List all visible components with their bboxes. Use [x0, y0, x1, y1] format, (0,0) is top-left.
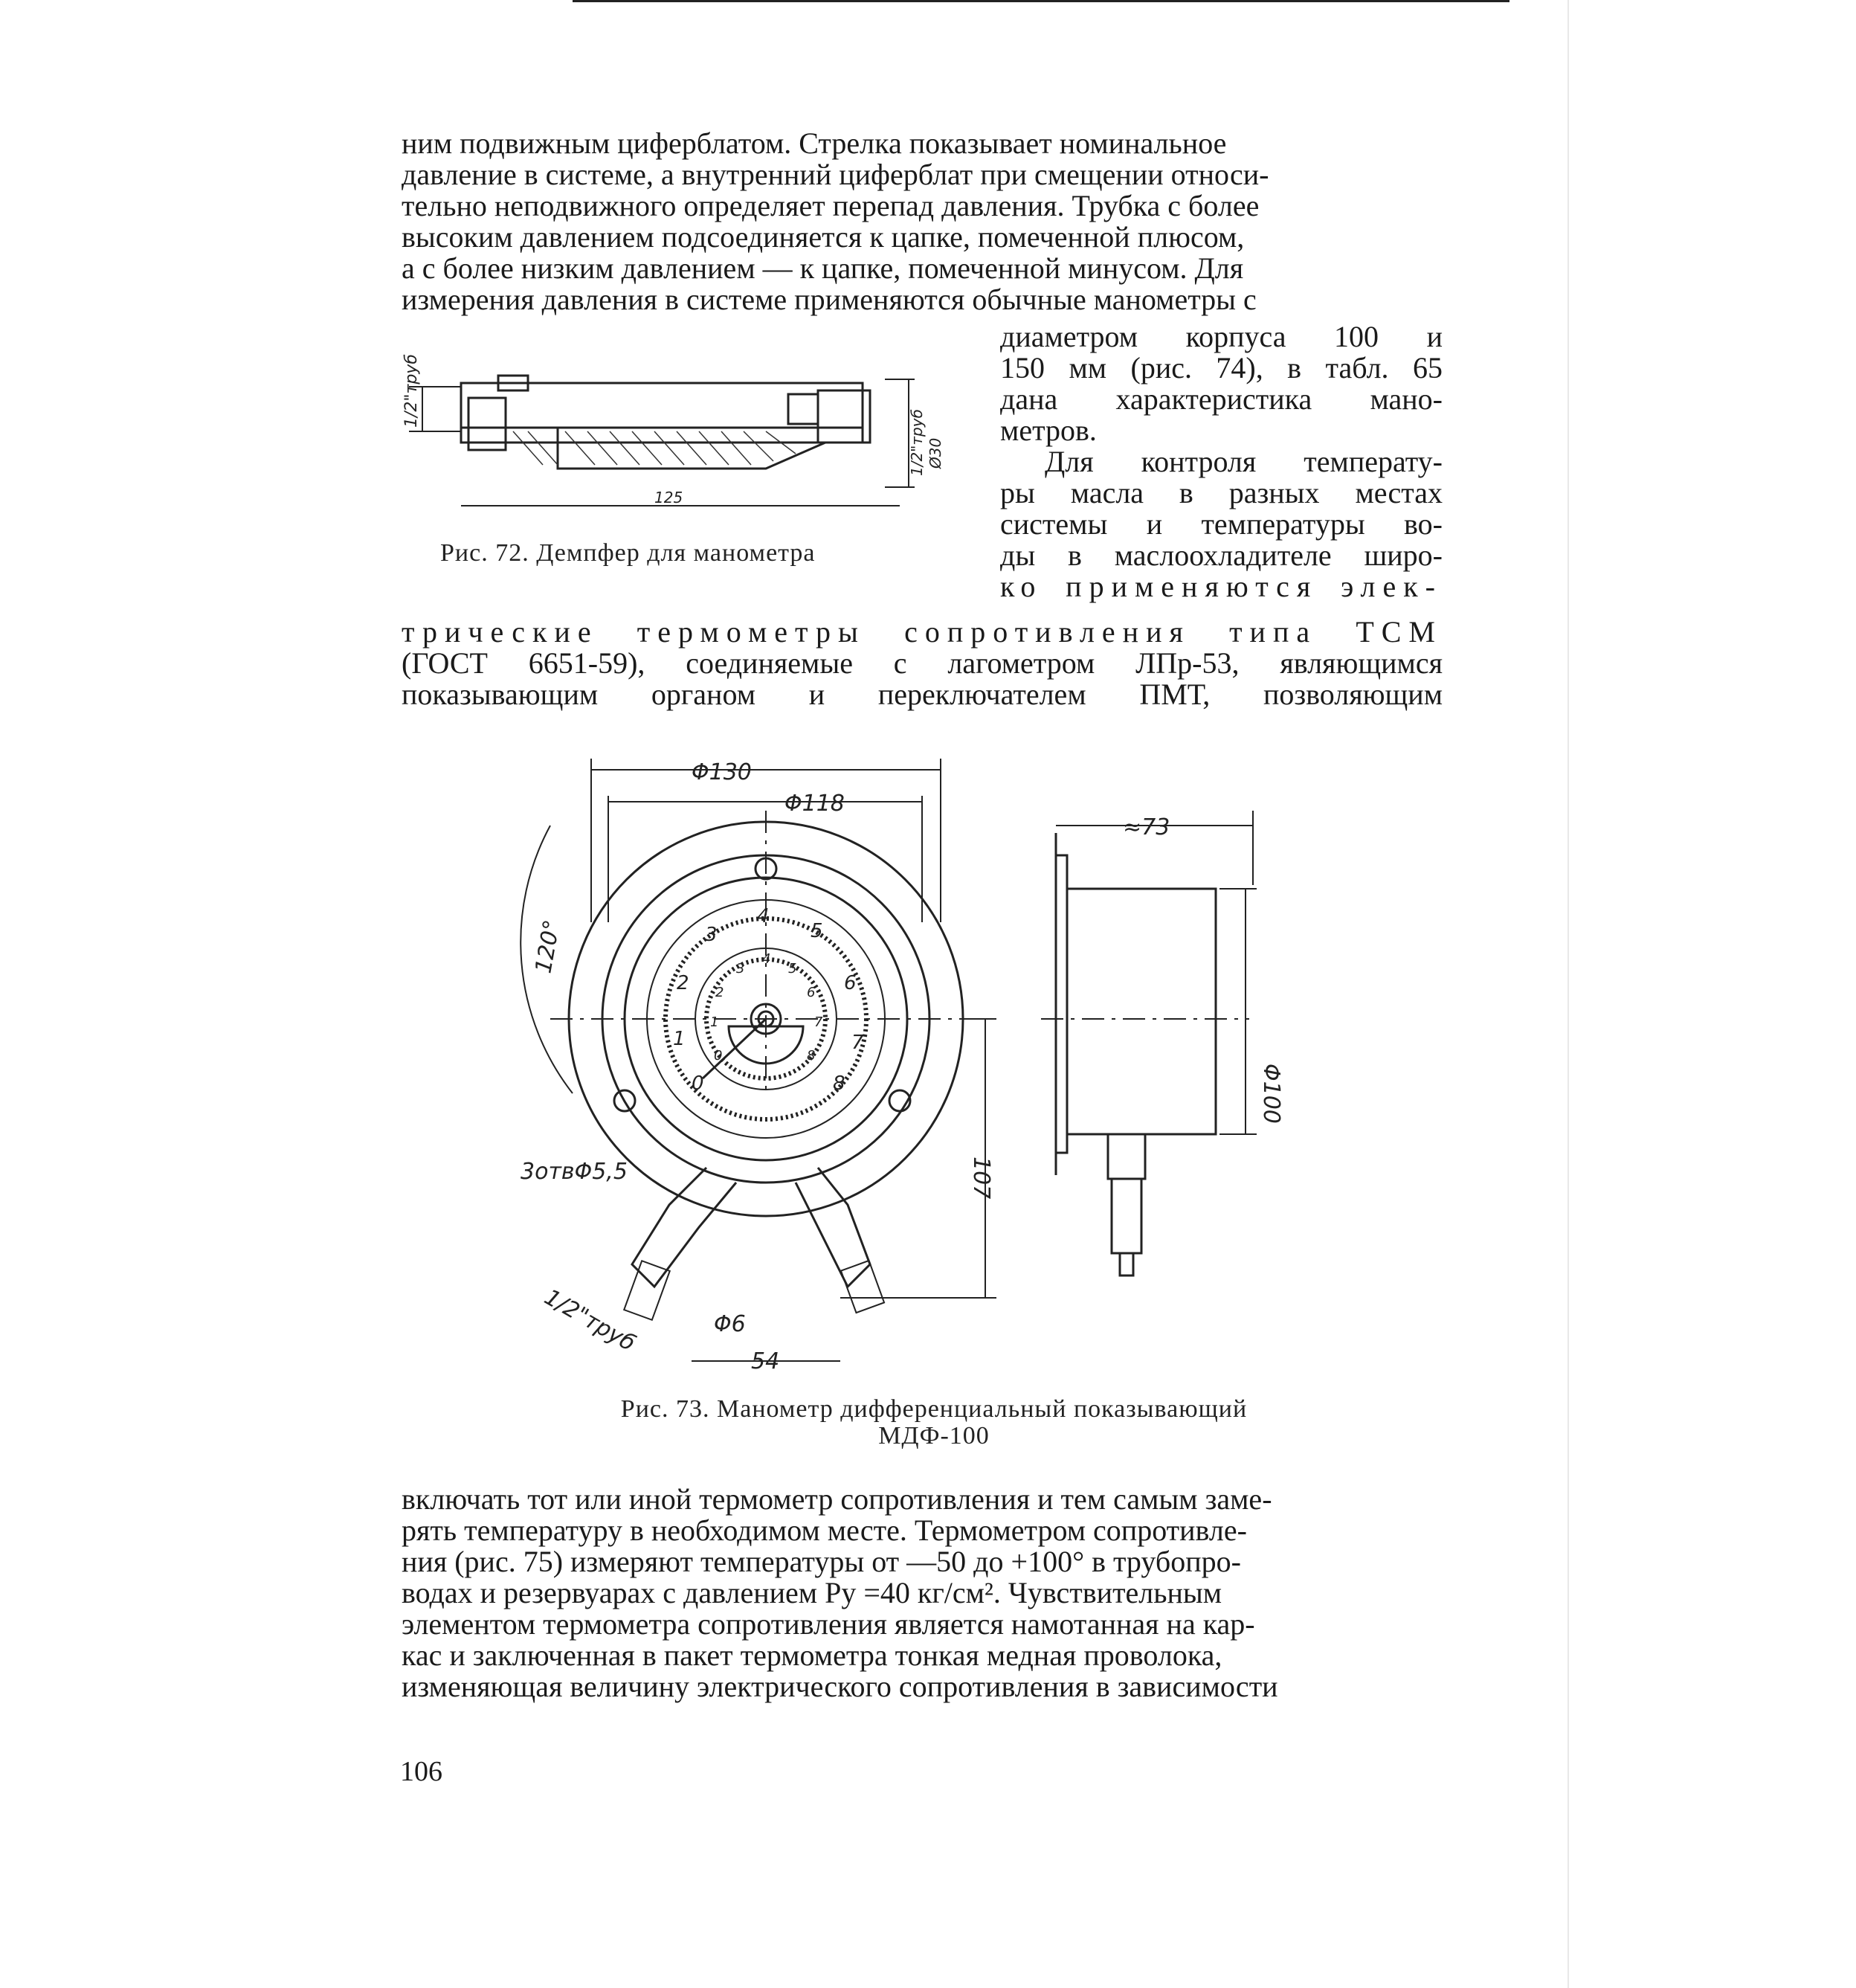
wrapped-text-column [1000, 321, 1443, 602]
dim-right-label-1: 1/2"труб [908, 409, 926, 476]
text-line: трические термометры сопротивления типа ТСМ [402, 615, 1443, 649]
scale-label: 7 [851, 1032, 864, 1054]
text-line: включать тот или иной термометр сопротивления и тем самым заме- [402, 1482, 1272, 1516]
scale-label: 3 [736, 961, 745, 977]
dim-left-label: 1/2"труб [402, 354, 421, 428]
dim-pipe-label: 1/2"труб [540, 1284, 640, 1357]
text-line: ним подвижным циферблатом. Стрелка показывает номинальное [402, 126, 1227, 160]
text-line: 150 мм (рис. 74), в табл. 65 [1000, 351, 1443, 385]
scale-label: 1 [710, 1014, 719, 1030]
text-line: ры масла в разных местах [1000, 476, 1443, 509]
top-rule [573, 0, 1509, 2]
text-line: давление в системе, а внутренний циферблат при смещении относи- [402, 158, 1269, 191]
text-line: метров. [1000, 414, 1097, 447]
text-line: кас и заключенная в пакет термометра тонкая медная проволока, [402, 1638, 1222, 1672]
figure-73-caption-line1: Рис. 73. Манометр дифференциальный показывающий [620, 1395, 1248, 1423]
scale-label: 6 [807, 985, 816, 1000]
paragraph-tail [402, 617, 1443, 710]
scale-label: 5 [788, 961, 797, 977]
scale-label: 3 [705, 924, 718, 946]
scale-label: 5 [811, 920, 823, 942]
dim-holes-label: 3отвΦ5,5 [521, 1159, 628, 1185]
text-line: системы и температуры во- [1000, 507, 1443, 541]
figure-72-damper-drawing [402, 354, 974, 521]
dim-54-label: 54 [751, 1348, 780, 1374]
dim-118-label: Φ118 [784, 791, 845, 817]
dim-120-label: 120° [530, 918, 566, 976]
dim-right-label-2: Ø30 [927, 437, 944, 469]
text-line: (ГОСТ 6651-59), соединяемые с лагометром ЛПр-53, являющимся [402, 646, 1443, 680]
text-line: дана характеристика мано- [1000, 382, 1443, 416]
scale-label: 4 [757, 905, 770, 927]
text-line: диаметром корпуса 100 и [1000, 320, 1443, 353]
dim-100-label: Φ100 [1258, 1064, 1284, 1124]
scale-label: 4 [762, 951, 771, 967]
text-line: ния (рис. 75) измеряют температуры от —50 до +100° в трубопро- [402, 1545, 1241, 1578]
figure-73-manometer-drawing [521, 751, 1353, 1383]
dim-107-label: 107 [968, 1157, 994, 1200]
paragraph-1 [402, 128, 1443, 315]
figure-72-caption: Рис. 72. Демпфер для манометра [440, 539, 816, 567]
text-line: а с более низким давлением — к цапке, помеченной минусом. Для [402, 251, 1244, 285]
page-edge-rule [1567, 0, 1569, 1988]
text-line: водах и резервуарах с давлением Pу =40 кг/см². Чувствительным [402, 1576, 1222, 1609]
figure-73-caption [540, 1396, 1328, 1450]
scale-label: 8 [807, 1048, 816, 1064]
text-line: тельно неподвижного определяет перепад давления. Трубка с более [402, 189, 1260, 222]
scale-label: 7 [814, 1014, 823, 1030]
text-line: изменяющая величину электрического сопротивления в зависимости [402, 1670, 1278, 1703]
text-line: элементом термометра сопротивления является намотанная на кар- [402, 1607, 1255, 1641]
dim-bottom-label: 125 [654, 489, 683, 506]
scale-label: 0 [714, 1048, 723, 1064]
paragraph-2 [402, 1484, 1443, 1702]
scale-label: 8 [833, 1072, 845, 1095]
text-line: измерения давления в системе применяются обычные манометры с [402, 283, 1257, 316]
text-line: высоким давлением подсоединяется к цапке, помеченной плюсом, [402, 220, 1245, 254]
figure-73-caption-line2: МДФ-100 [878, 1422, 990, 1450]
page-number: 106 [400, 1756, 442, 1787]
text-line: ды в маслоохладителе широ- [1000, 538, 1443, 572]
scale-label: 1 [673, 1028, 686, 1050]
scale-label: 0 [692, 1072, 704, 1095]
scale-label: 2 [677, 972, 689, 994]
dim-6-label: Φ6 [714, 1311, 746, 1337]
text-line: рять температуру в необходимом месте. Термометром сопротивле- [402, 1513, 1247, 1547]
dim-73-label: ≈73 [1123, 814, 1170, 840]
scale-label: 6 [844, 972, 857, 994]
text-line: Для контроля температу- [1045, 445, 1443, 478]
text-line: показывающим органом и переключателем ПМТ, позволяющим [402, 678, 1443, 711]
scale-label: 2 [715, 985, 724, 1000]
dim-130-label: Φ130 [692, 759, 752, 785]
text-line: ко применяются элек- [1000, 570, 1443, 603]
